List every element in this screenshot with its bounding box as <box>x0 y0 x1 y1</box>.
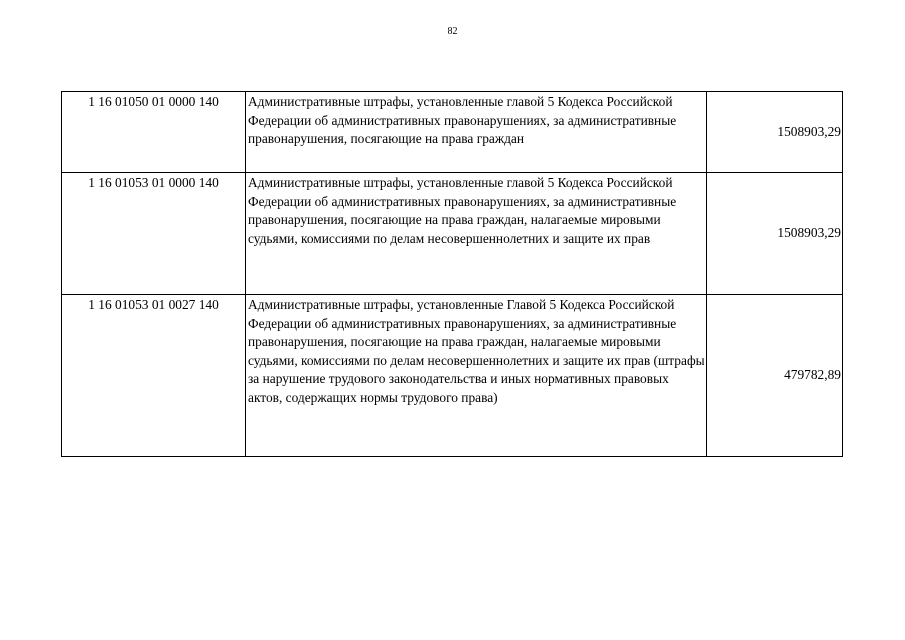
table-row <box>62 92 843 173</box>
amount-cell: 1508903,29 <box>707 173 843 295</box>
amount-cell: 479782,89 <box>707 295 843 457</box>
budget-code-cell: 1 16 01053 01 0027 140 <box>62 295 246 457</box>
budget-code-cell: 1 16 01050 01 0000 140 <box>62 92 246 173</box>
page-number: 82 <box>447 26 458 37</box>
amount-cell: 1508903,29 <box>707 92 843 173</box>
description-cell: Административные штрафы, установленные Главой 5 Кодекса Российской Федерации об административных правонарушениях, за административные правонарушения, посягающие на права граждан, налагаемые мировыми судьями, комиссиями по делам несовершеннолетних и защите их прав (штрафы за нарушение трудового законодательства и иных нормативных правовых актов, содержащих нормы трудового права) <box>246 295 707 457</box>
table-row <box>62 173 843 295</box>
description-cell: Административные штрафы, установленные главой 5 Кодекса Российской Федерации об административных правонарушениях, за административные правонарушения, посягающие на права граждан, налагаемые мировыми судьями, комиссиями по делам несовершеннолетних и защите их прав <box>246 173 707 295</box>
budget-code-cell: 1 16 01053 01 0000 140 <box>62 173 246 295</box>
description-cell: Административные штрафы, установленные главой 5 Кодекса Российской Федерации об административных правонарушениях, за административные правонарушения, посягающие на права граждан <box>246 92 707 173</box>
table-row <box>62 295 843 457</box>
budget-table <box>61 91 843 457</box>
